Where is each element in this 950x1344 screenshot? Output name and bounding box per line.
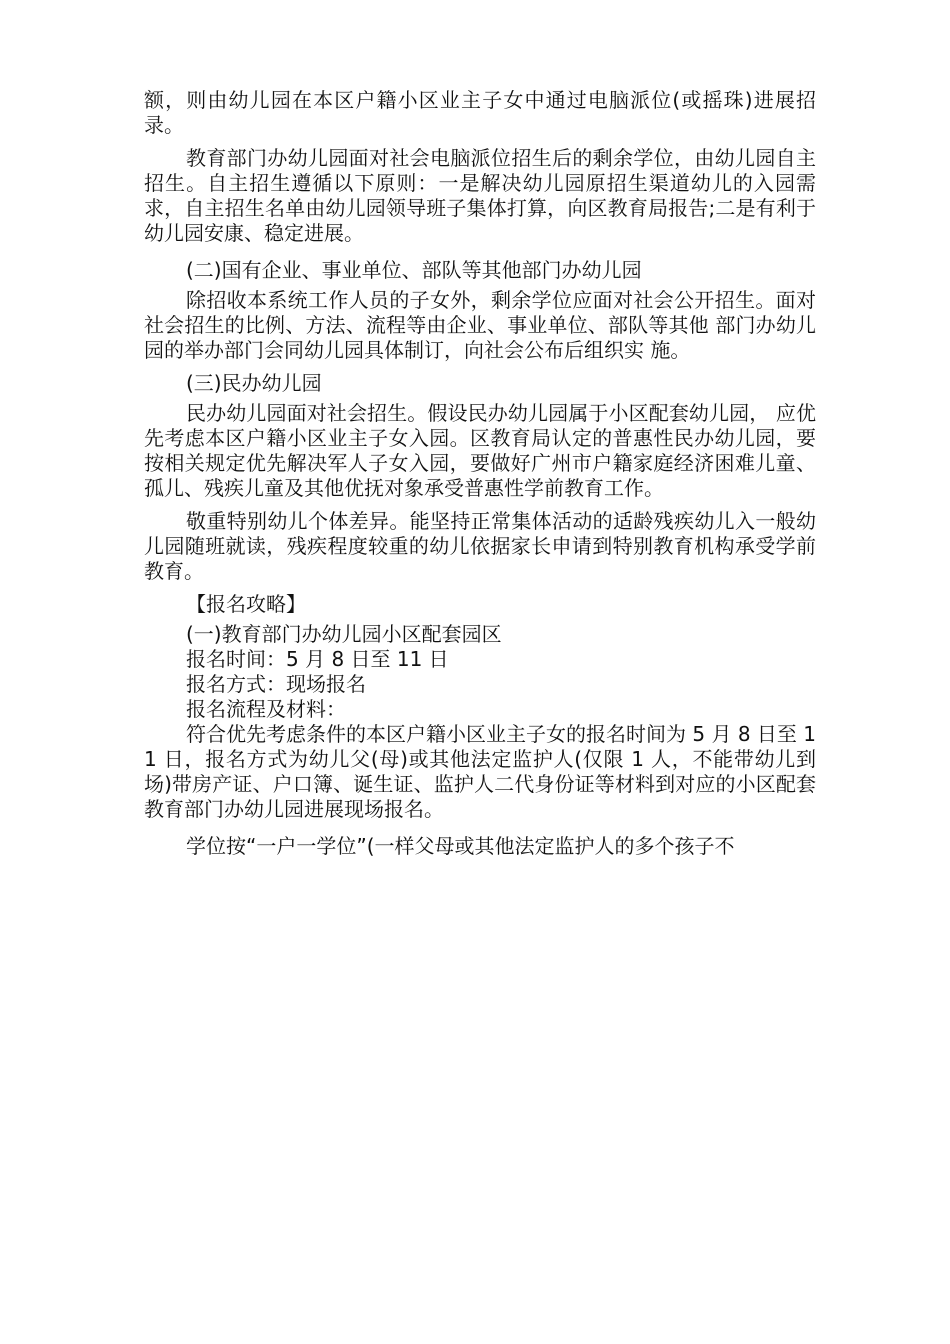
paragraph-private-admission: 民办幼儿园面对社会招生。假设民办幼儿园属于小区配套幼儿园， 应优先考虑本区户籍小区业主子女入园。区教育局认定的普惠性民办幼儿园，要按相关规定优先解决军人子女入园，要做好广州市户籍家庭经济困难儿童、孤儿、残疾儿童及其他优抚对象承受普惠性学前教育工作。 bbox=[144, 401, 816, 500]
registration-method: 报名方式：现场报名 bbox=[186, 672, 366, 696]
heading-private-kindergartens: (三)民办幼儿园 bbox=[186, 371, 322, 395]
registration-time: 报名时间：5 月 8 日至 11 日 bbox=[186, 647, 449, 671]
paragraph-registration-materials: 符合优先考虑条件的本区户籍小区业主子女的报名时间为 5 月 8 日至 11 日，报名方式为幼儿父(母)或其他法定监护人(仅限 1 人，不能带幼儿到场)带房产证、户口簿、诞生证、监护人二代身份证等材料到对应的小区配套教育部门办幼儿园进展现场报名。 bbox=[144, 722, 816, 821]
registration-process-label: 报名流程及材料： bbox=[186, 697, 346, 721]
paragraph-remaining-places: 教育部门办幼儿园面对社会电脑派位招生后的剩余学位，由幼儿园自主招生。自主招生遵循以下原则：一是解决幼儿园原招生渠道幼儿的入园需求，自主招生名单由幼儿园领导班子集体打算，向区教育局报告;二是有利于幼儿园安康、稳定进展。 bbox=[144, 146, 816, 245]
heading-state-owned-kindergartens: (二)国有企业、事业单位、部队等其他部门办幼儿园 bbox=[186, 258, 642, 282]
paragraph-special-needs: 敬重特别幼儿个体差异。能坚持正常集体活动的适龄残疾幼儿入一般幼儿园随班就读，残疾程度较重的幼儿依据家长申请到特别教育机构承受学前教育。 bbox=[144, 509, 816, 583]
heading-registration-guide: 【报名攻略】 bbox=[186, 592, 306, 616]
heading-education-dept-kindergartens: (一)教育部门办幼儿园小区配套园区 bbox=[186, 622, 502, 646]
paragraph-one-household-one-place: 学位按“一户一学位”(一样父母或其他法定监护人的多个孩子不 bbox=[186, 834, 735, 858]
document-body bbox=[144, 88, 816, 859]
paragraph-state-owned-admission: 除招收本系统工作人员的子女外，剩余学位应面对社会公开招生。面对社会招生的比例、方法、流程等由企业、事业单位、部队等其他 部门办幼儿园的举办部门会同幼儿园具体制订，向社会公布后组织实 施。 bbox=[144, 288, 816, 362]
paragraph-enrollment-lottery: 额，则由幼儿园在本区户籍小区业主子女中通过电脑派位(或摇珠)进展招录。 bbox=[144, 88, 816, 137]
